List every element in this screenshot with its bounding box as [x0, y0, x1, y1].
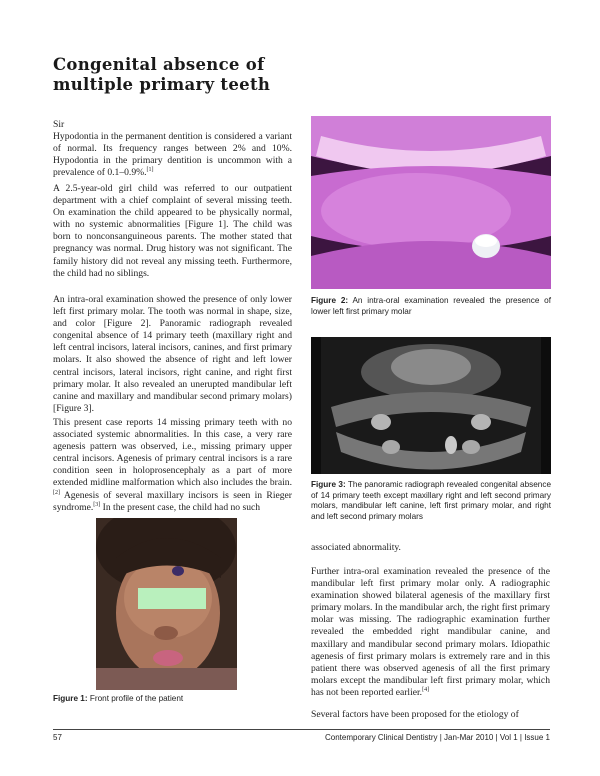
caption-label: Figure 1:: [53, 694, 88, 703]
paragraph-etiology: Several factors have been proposed for the etiology of: [311, 709, 519, 720]
citation-ref[interactable]: [3]: [93, 501, 101, 508]
figure-3-caption: [311, 480, 551, 522]
panoramic-radiograph-image: [311, 337, 551, 474]
paragraph-case-history: A 2.5-year-old girl child was referred to our outpatient department with a chief complaint of several missing teeth. On examination the child appeared to be physically normal, with no systemic abnormalities [Figure 1]. The child was born to nonconsanguineous parents. The mother stated that pregnancy was normal. Drug history was not significant. The family history did not reveal any missing teeth. Furthermore, the child had no siblings.: [53, 183, 292, 279]
salutation: Sir: [53, 119, 65, 130]
paragraph-text: Hypodontia in the permanent dentition is considered a variant of normal. Its frequency ranges between 2% and 10%. Hypodontia in the primary dentition is uncommon with a prevalence of 0.1–0.9%.: [53, 131, 292, 179]
paragraph-continuation: associated abnormality.: [311, 542, 401, 553]
paragraph-discussion: [53, 417, 292, 514]
eye-mask-bar: [138, 588, 206, 609]
figure-1-patient-photo: [96, 518, 237, 690]
caption-label: Figure 2:: [311, 296, 349, 305]
patient-face-image: [96, 518, 237, 690]
article-title: Congenital absence of multiple primary teeth: [53, 55, 271, 94]
figure-2-caption: [311, 296, 551, 317]
paragraph-examination: An intra-oral examination showed the presence of only lower left first primary molar. The tooth was normal in shape, size, and color [Figure 2]. Panoramic radiograph revealed congenital absence of 14 primary teeth (maxillary right and left central incisors, lateral incisors, canines, and first primary molars. It also showed the absence of right and left lower central incisors, lateral incisors, right canine, and right first primary molar. It also revealed an unerupted mandibular left canine and maxillary and mandibular second primary molars) [Figure 3].: [53, 294, 292, 414]
journal-info: Contemporary Clinical Dentistry | Jan-Mar 2010 | Vol 1 | Issue 1: [325, 733, 550, 742]
caption-text: The panoramic radiograph revealed congenital absence of 14 primary teeth except maxillary right and left second primary molars, mandibular left canine, left first primary molar, and right and left second primary molars: [311, 480, 552, 521]
citation-ref[interactable]: [1]: [146, 167, 154, 174]
citation-ref[interactable]: [2]: [53, 489, 60, 496]
caption-text: Front profile of the patient: [87, 694, 184, 703]
paragraph-text: This present case reports 14 missing primary teeth with no associated systemic abnormalities. In this case, a very rare agenesis pattern was observed, i.e., missing primary upper central incisors. Agenesis of primary central incisors is a rare condition seen in holoprosencephaly as a part of more extended midline malformation which also includes the brain.: [53, 417, 292, 489]
intraoral-image: [311, 116, 551, 289]
paragraph-further-exam: [311, 566, 550, 699]
figure-2-intraoral-photo: [311, 116, 551, 289]
paragraph-intro: [53, 131, 292, 179]
citation-ref[interactable]: [4]: [422, 686, 430, 693]
paragraph-text: Agenesis of several maxillary incisors is seen in Rieger syndrome.: [53, 489, 292, 513]
page-number: 57: [53, 733, 62, 742]
figure-3-radiograph: [311, 337, 551, 474]
paragraph-text: Further intra-oral examination revealed the presence of the mandibular left first primary molar only. A radiographic examination showed bilateral agenesis of the maxillary first primary molars. In the mandibular arch, the right first primary molar was missing. The radiographic examination further revealed the embedded right mandibular canine, and maxillary and mandibular second primary molars. Idiopathic agenesis of first primary molars is extremely rare and in this patient there was observed agenesis of all the first primary molars except the mandibular left first primary molar, which has not been reported earlier.: [311, 566, 550, 698]
figure-1-caption: [53, 694, 293, 705]
caption-label: Figure 3:: [311, 480, 346, 489]
footer-rule: [53, 729, 550, 730]
caption-text: An intra-oral examination revealed the presence of lower left first primary molar: [311, 296, 551, 316]
paragraph-text: In the present case, the child had no such: [100, 501, 261, 513]
